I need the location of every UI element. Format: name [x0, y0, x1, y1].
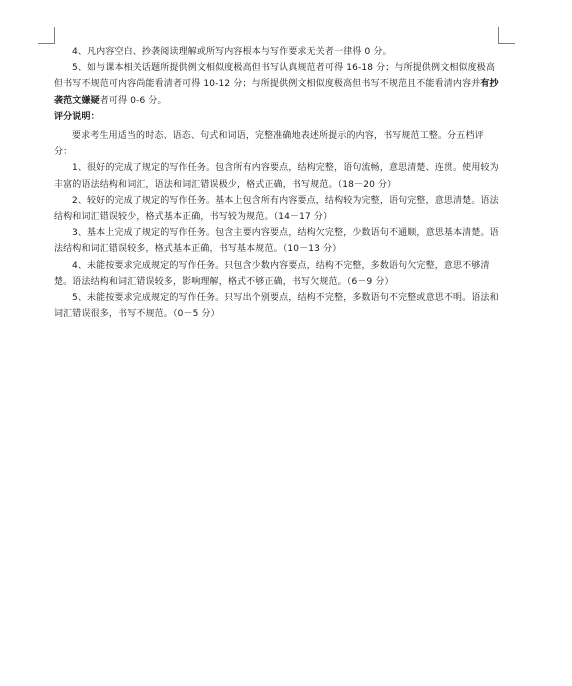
rule-item-5 — [54, 60, 502, 109]
scoring-level-3: 3、基本上完成了规定的写作任务。包含主要内容要点，结构欠完整，少数语句不通顺，意思基本清楚。语法结构和词汇错误较多，格式基本正确，书写基本规范。（10－13 分） — [54, 228, 499, 255]
rule-item-5-bold-text: 有抄袭范文嫌疑 — [54, 79, 499, 106]
scoring-heading: 评分说明： — [54, 111, 100, 122]
scoring-level-5: 5、未能按要求完成规定的写作任务。只写出个别要点，结构不完整，多数语句不完整或意思不明。语法和词汇错误很多，书写不规范。（0－5 分） — [54, 293, 499, 320]
rule-item-5-text: 5、如与课本相关话题所提供例文相似度极高但书写认真规范者可得 16-18 分；与所提供例文相似度极高但书写不规范可内容尚能看清者可得 10-12 分；与所提供例文相似度极高但书写不规范且不能看清内容并 — [54, 63, 496, 90]
top-right-margin-marker — [498, 27, 515, 44]
scoring-level-1: 1、很好的完成了规定的写作任务。包含所有内容要点，结构完整，语句流畅，意思清楚、连贯。使用较为丰富的语法结构和词汇，语法和词汇错误极少，格式正确，书写规范。（18－20 分） — [54, 163, 499, 190]
rule-item-5-tail: 者可得 0-6 分。 — [99, 95, 167, 106]
document-body — [54, 44, 502, 322]
scoring-level-4: 4、未能按要求完成规定的写作任务。只包含少数内容要点，结构不完整，多数语句欠完整，意思不够清楚。语法结构和词汇错误较多，影响理解，格式不够正确，书写欠规范。（6－9 分） — [54, 260, 490, 287]
scoring-intro: 要求考生用适当的时态、语态、句式和词语，完整准确地表述所提示的内容，书写规范工整。分五档评分： — [54, 131, 484, 158]
top-left-margin-marker — [38, 27, 55, 44]
rule-item-4: 4、凡内容空白、抄袭阅读理解或所写内容根本与写作要求无关者一律得 0 分。 — [72, 47, 392, 57]
scoring-level-2: 2、较好的完成了规定的写作任务。基本上包含所有内容要点，结构较为完整，语句完整，意思清楚。语法结构和词汇错误较少，格式基本正确，书写较为规范。（14－17 分） — [54, 195, 499, 223]
